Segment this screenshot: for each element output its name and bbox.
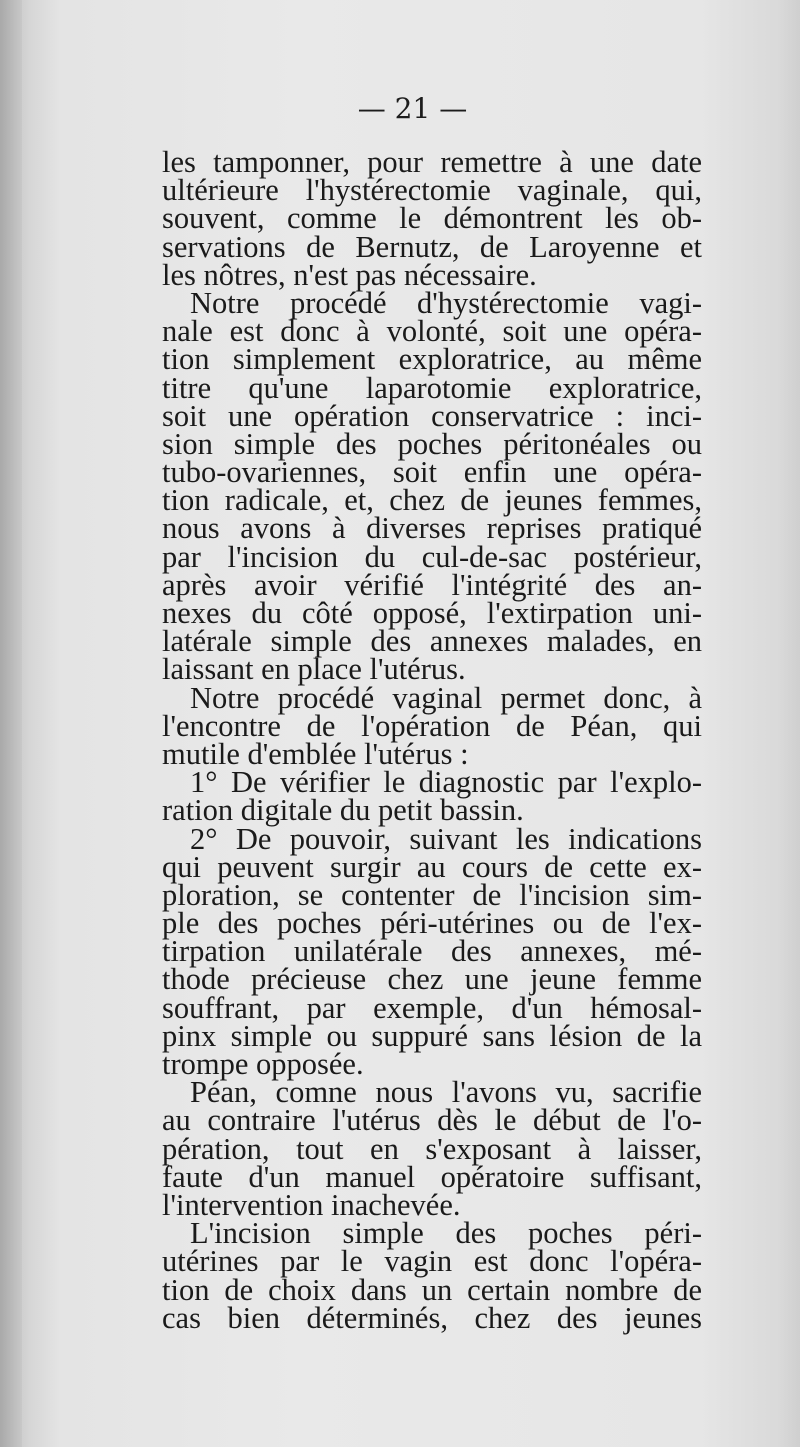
text-line: cas bien déterminés, chez des jeunes [162, 1300, 702, 1335]
text-line: soit une opération conservatrice : inci- [162, 398, 702, 433]
text-line: Notre procédé d'hystérectomie vagi- [190, 285, 702, 320]
text-line: nous avons à diverses reprises pratiqué [162, 511, 702, 546]
text-line: les nôtres, n'est pas nécessaire. [162, 257, 537, 292]
text-line: tubo-ovariennes, soit enfin une opéra- [162, 455, 702, 490]
text-line: l'intervention inachevée. [162, 1187, 461, 1222]
text-line: L'incision simple des poches péri- [190, 1216, 702, 1251]
page-spine-shadow [0, 0, 22, 1447]
text-line: tion simplement exploratrice, au même [162, 342, 702, 377]
text-line: pinx simple ou suppuré sans lésion de la [162, 1018, 702, 1053]
text-line: latérale simple des annexes malades, en [162, 624, 702, 659]
text-line: titre qu'une laparotomie exploratrice, [162, 370, 702, 405]
body-text [162, 145, 702, 1335]
text-line: souffrant, par exemple, d'un hémosal- [162, 990, 702, 1025]
text-line: Notre procédé vaginal permet donc, à [190, 680, 702, 715]
text-line: utérines par le vagin est donc l'opéra- [162, 1244, 702, 1279]
text-line: les tamponner, pour remettre à une date [162, 145, 702, 179]
text-line: qui peuvent surgir au cours de cette ex- [162, 849, 702, 884]
text-line: faute d'un manuel opératoire suffisant, [162, 1159, 702, 1194]
text-line: ultérieure l'hystérectomie vaginale, qui, [162, 173, 702, 208]
text-line: tion radicale, et, chez de jeunes femmes, [162, 483, 702, 518]
text-line: souvent, comme le démontrent les ob- [162, 201, 702, 236]
text-line: par l'incision du cul-de-sac postérieur, [162, 539, 702, 574]
text-line: nexes du côté opposé, l'extirpation uni- [162, 596, 702, 630]
text-line: trompe opposée. [162, 1047, 364, 1081]
text-line: servations de Bernutz, de Laroyenne et [162, 229, 702, 264]
text-line: l'encontre de l'opération de Péan, qui [162, 708, 702, 743]
text-line: 1° De vérifier le diagnostic par l'explo- [190, 765, 702, 800]
text-line: après avoir vérifié l'intégrité des an- [162, 567, 702, 602]
text-line: nale est donc à volonté, soit une opéra- [162, 314, 702, 349]
text-line: Péan, comne nous l'avons vu, sacrifie [190, 1075, 702, 1110]
text-line: tirpation unilatérale des annexes, mé- [162, 934, 702, 969]
text-line: tion de choix dans un certain nombre de [162, 1272, 702, 1307]
text-line: laissant en place l'utérus. [162, 652, 466, 687]
text-line: thode précieuse chez une jeune femme [162, 962, 702, 997]
text-line: ration digitale du petit bassin. [162, 793, 524, 828]
text-line: sion simple des poches péritonéales ou [162, 426, 702, 461]
text-line: 2° De pouvoir, suivant les indications [190, 821, 702, 856]
text-line: au contraire l'utérus dès le début de l'o- [162, 1103, 702, 1138]
text-line: pération, tout en s'exposant à laisser, [162, 1131, 702, 1166]
text-line: ple des poches péri-utérines ou de l'ex- [162, 906, 702, 941]
text-line: ploration, se contenter de l'incision sim- [162, 877, 702, 912]
text-line: mutile d'emblée l'utérus : [162, 736, 469, 771]
page-number: — 21 — [357, 92, 468, 125]
